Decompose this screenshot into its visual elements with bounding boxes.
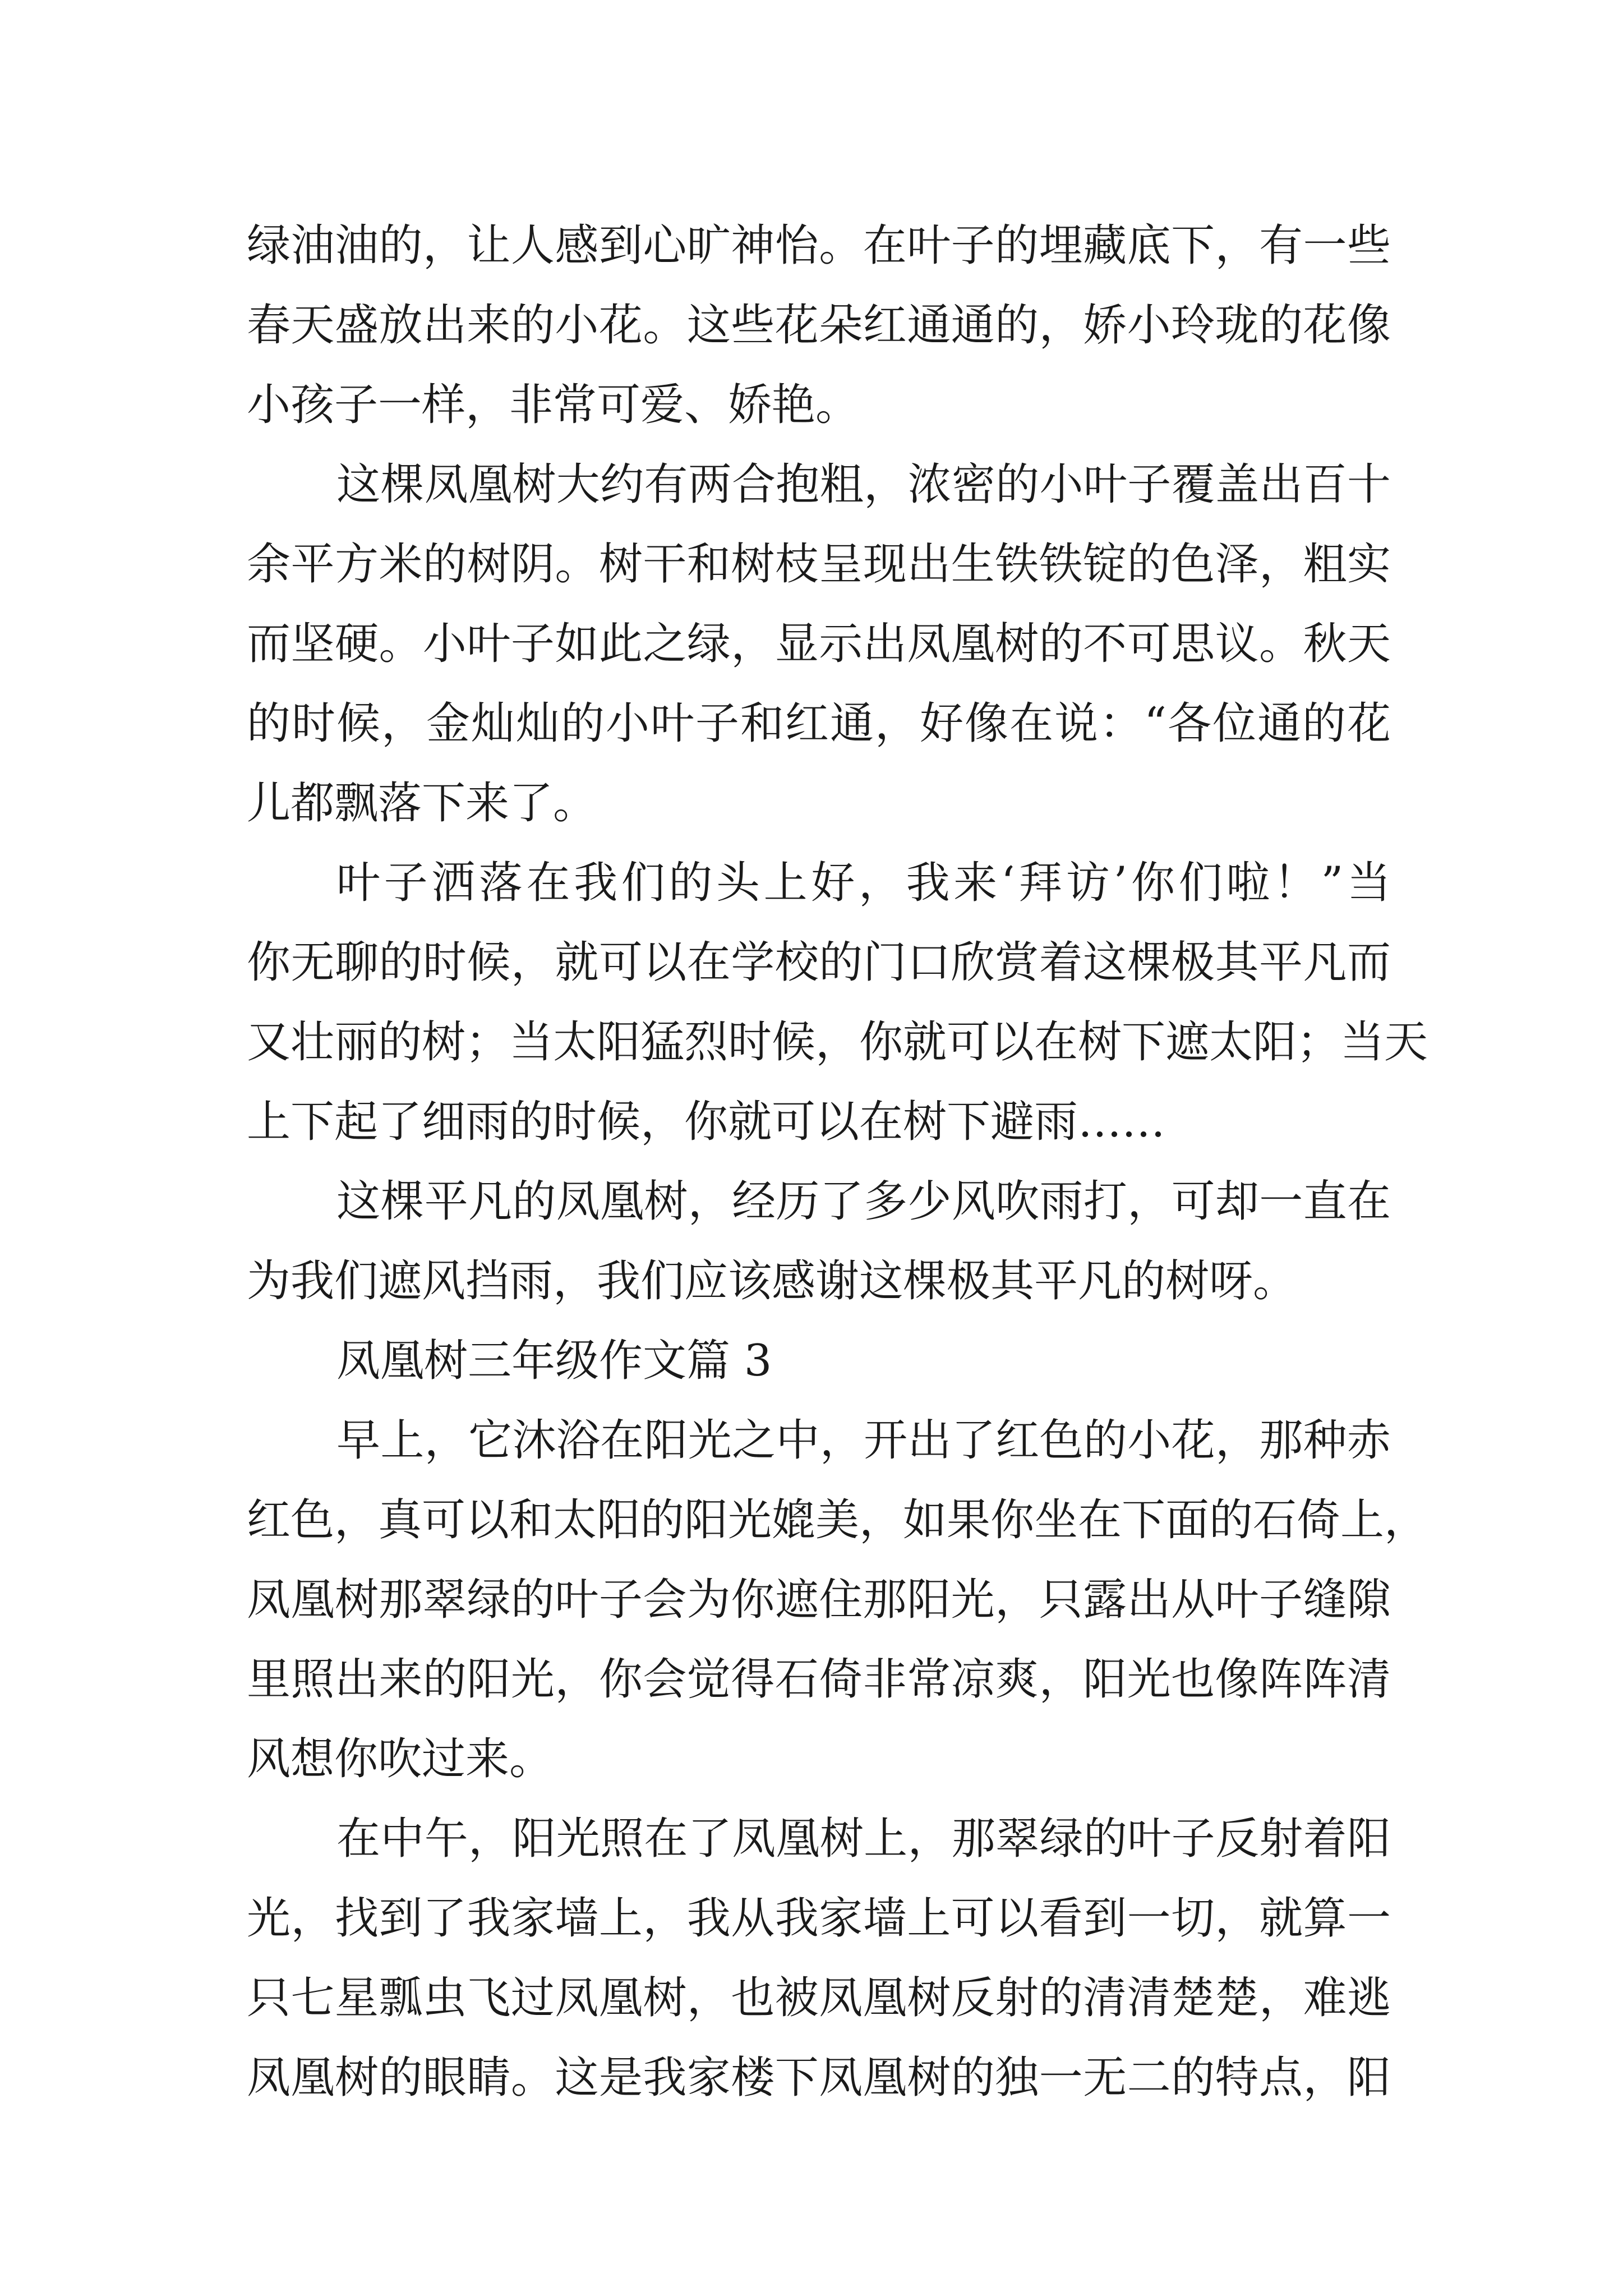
text-line: 早上，它沐浴在阳光之中，开出了红色的小花，那种赤 [336,1415,1391,1466]
text-line: 这棵平凡的凤凰树，经历了多少风吹雨打，可却一直在 [336,1176,1391,1227]
text-line: 凤凰树的眼睛。这是我家楼下凤凰树的独一无二的特点，阳 [247,2053,1391,2103]
text-line: 光，找到了我家墙上，我从我家墙上可以看到一切，就算一 [247,1893,1391,1944]
text-line: 的时候，金灿灿的小叶子和红通，好像在说：“各位通的花 [247,698,1391,749]
text-line: 余平方米的树阴。树干和树枝呈现出生铁铁锭的色泽，粗实 [247,539,1391,590]
text-line: 儿都飘落下来了。 [247,778,597,829]
text-line: 你无聊的时候，就可以在学校的门口欣赏着这棵极其平凡而 [247,937,1391,988]
text-line: 叶子洒落在我们的头上好，我来‘拜访’你们啦！”当 [336,858,1391,908]
text-line: 又壮丽的树；当太阳猛烈时候，你就可以在树下遮太阳；当天 [247,1017,1428,1068]
text-line: 绿油油的，让人感到心旷神怡。在叶子的埋藏底下，有一些 [247,220,1391,271]
section-heading: 凤凰树三年级作文篇 3 [336,1336,772,1386]
text-line: 上下起了细雨的时候，你就可以在树下避雨…… [247,1097,1166,1147]
text-line: 只七星瓢虫飞过凤凰树，也被凤凰树反射的清清楚楚，难逃 [247,1973,1391,2023]
text-line: 为我们遮风挡雨，我们应该感谢这棵极其平凡的树呀。 [247,1256,1297,1306]
text-line: 这棵凤凰树大约有两合抱粗，浓密的小叶子覆盖出百十 [336,459,1391,510]
text-line: 而坚硬。小叶子如此之绿，显示出凤凰树的不可思议。秋天 [247,619,1391,669]
text-line: 在中午，阳光照在了凤凰树上，那翠绿的叶子反射着阳 [336,1814,1391,1864]
text-line: 凤凰树那翠绿的叶子会为你遮住那阳光，只露出从叶子缝隙 [247,1575,1391,1625]
text-line: 红色，真可以和太阳的阳光媲美，如果你坐在下面的石倚上， [247,1495,1428,1545]
text-line: 春天盛放出来的小花。这些花朵红通通的，娇小玲珑的花像 [247,300,1391,351]
text-line: 小孩子一样，非常可爱、娇艳。 [247,380,860,430]
text-line: 风想你吹过来。 [247,1734,554,1784]
text-line: 里照出来的阳光，你会觉得石倚非常凉爽，阳光也像阵阵清 [247,1654,1391,1705]
